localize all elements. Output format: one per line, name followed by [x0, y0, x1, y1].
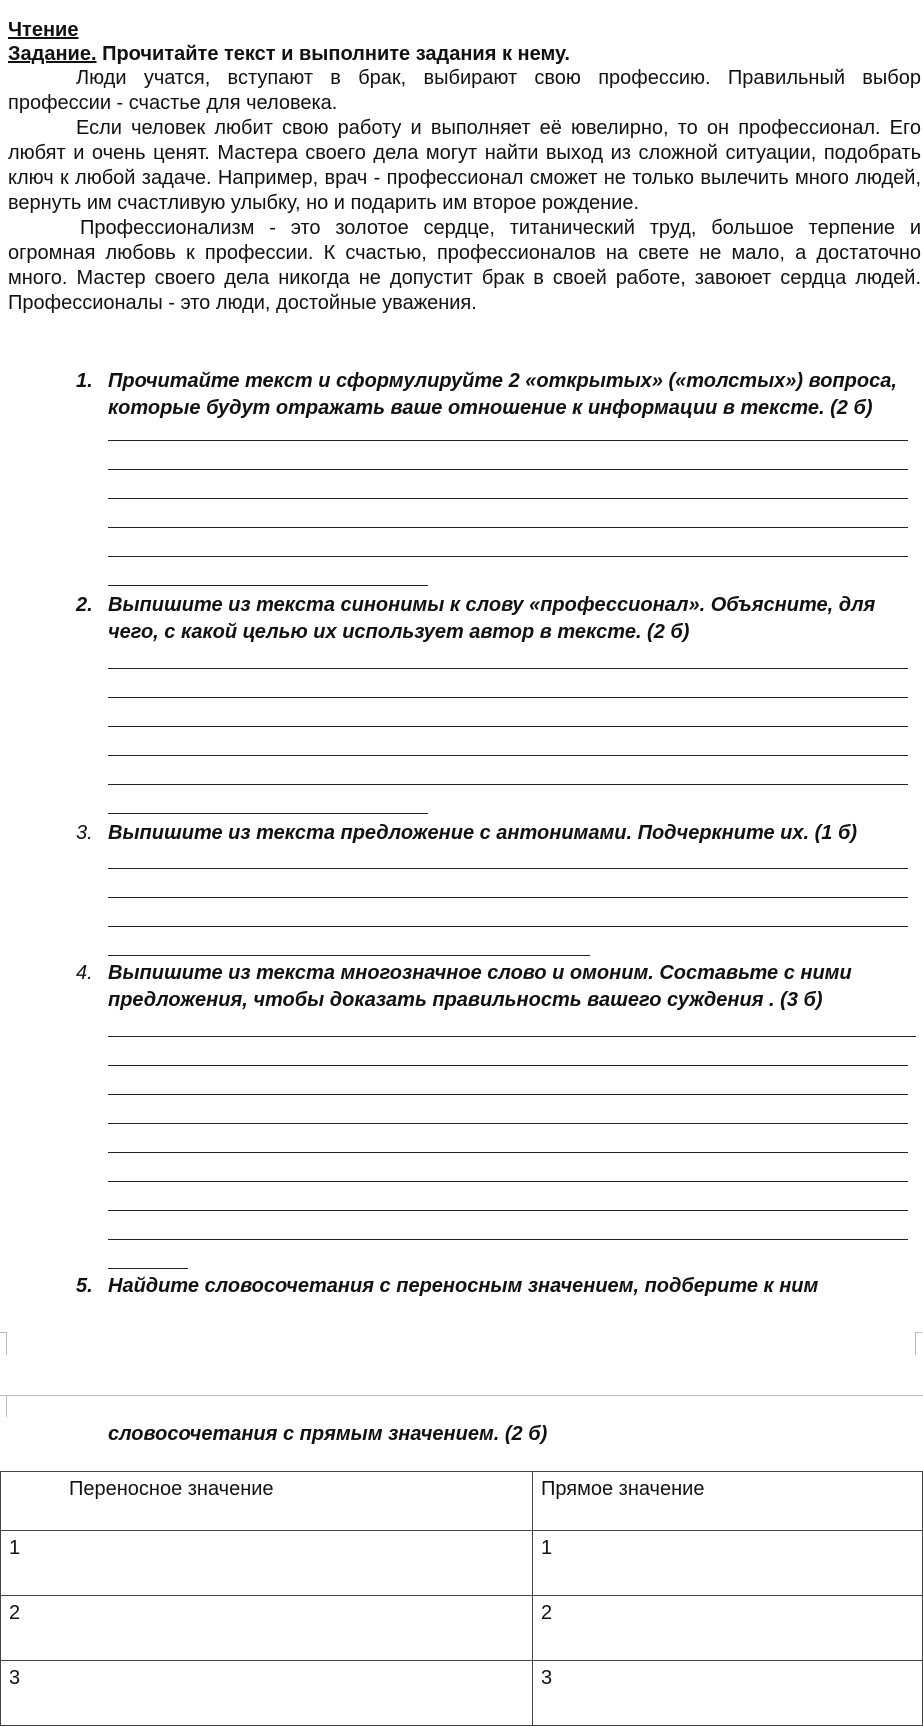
question-text: Выпишите из текста многозначное слово и омоним. Составьте с ними предложения, чтобы доказать правильность вашего суждения . (3 б) — [108, 962, 852, 1011]
answer-line[interactable] — [108, 440, 908, 441]
reading-text — [8, 66, 921, 316]
table-row — [1, 1596, 923, 1661]
answer-table — [0, 1471, 923, 1726]
answer-line[interactable] — [108, 813, 428, 814]
table-cell[interactable]: 3 — [533, 1661, 923, 1726]
answer-line[interactable] — [108, 755, 908, 756]
task-text: Прочитайте текст и выполните задания к нему. — [102, 43, 570, 65]
table-header-row — [1, 1472, 923, 1531]
paragraph: Если человек любит свою работу и выполняет её ювелирно, то он профессионал. Его любят и очень ценят. Мастера своего дела могут найти выход из сложной ситуации, подобрать ключ к любой задаче. Например, врач - профессионал сможет не только вылечить много людей, вернуть им счастливую улыбку, но и подарить им второе рождение. — [8, 117, 921, 214]
task-label: Задание. — [8, 43, 97, 65]
table-cell[interactable]: 2 — [533, 1596, 923, 1661]
question-5 — [76, 1273, 916, 1300]
question-2 — [76, 592, 916, 646]
page-break-line — [0, 1395, 923, 1396]
question-text: Прочитайте текст и сформулируйте 2 «открытых» («толстых») вопроса, которые будут отражать ваше отношение к информации в тексте. (2 б) — [108, 370, 897, 419]
section-heading: Чтение — [8, 19, 79, 41]
question-5-continuation: словосочетания с прямым значением. (2 б) — [108, 1423, 548, 1445]
page-corner-mark — [0, 1395, 7, 1417]
table-header-cell: Переносное значение — [1, 1472, 533, 1531]
table-row — [1, 1661, 923, 1726]
answer-line[interactable] — [108, 556, 908, 557]
answer-line[interactable] — [108, 668, 908, 669]
answer-line[interactable] — [108, 1036, 916, 1037]
answer-line[interactable] — [108, 1181, 908, 1182]
question-number: 2. — [76, 594, 93, 616]
paragraph: Люди учатся, вступают в брак, выбирают свою профессию. Правильный выбор профессии - счастье для человека. — [8, 67, 921, 114]
question-text: Выпишите из текста синонимы к слову «профессионал». Объясните, для чего, с какой целью их использует автор в тексте. (2 б) — [108, 594, 876, 643]
answer-line[interactable] — [108, 1094, 908, 1095]
question-number: 4. — [76, 962, 93, 984]
table-cell[interactable]: 1 — [533, 1531, 923, 1596]
answer-line[interactable] — [108, 868, 908, 869]
answer-line[interactable] — [108, 955, 590, 956]
answer-line[interactable] — [108, 1152, 908, 1153]
answer-line[interactable] — [108, 897, 908, 898]
page-corner-mark — [0, 1332, 7, 1355]
page-corner-mark — [915, 1332, 922, 1355]
question-text: Найдите словосочетания с переносным значением, подберите к ним — [108, 1275, 819, 1297]
answer-line[interactable] — [108, 527, 908, 528]
question-number: 3. — [76, 822, 93, 844]
question-text: Выпишите из текста предложение с антонимами. Подчеркните их. (1 б) — [108, 822, 858, 844]
answer-line[interactable] — [108, 1065, 908, 1066]
question-3 — [76, 820, 916, 847]
table-cell[interactable]: 3 — [1, 1661, 533, 1726]
answer-line[interactable] — [108, 498, 908, 499]
answer-line[interactable] — [108, 1268, 188, 1269]
table-cell[interactable]: 2 — [1, 1596, 533, 1661]
answer-line[interactable] — [108, 1239, 908, 1240]
answer-line[interactable] — [108, 1210, 908, 1211]
question-1 — [76, 368, 916, 422]
answer-line[interactable] — [108, 926, 908, 927]
table-cell[interactable]: 1 — [1, 1531, 533, 1596]
paragraph: Профессионализм - это золотое сердце, титанический труд, большое терпение и огромная любовь к профессии. К счастью, профессионалов на свете не мало, а достаточно много. Мастер своего дела никогда не допустит брак в своей работе, завоюет сердца людей. Профессионалы - это люди, достойные уважения. — [8, 217, 921, 314]
answer-line[interactable] — [108, 697, 908, 698]
question-4 — [76, 960, 916, 1014]
answer-line[interactable] — [108, 585, 428, 586]
table-header-cell: Прямое значение — [533, 1472, 923, 1531]
answer-line[interactable] — [108, 726, 908, 727]
question-number: 5. — [76, 1275, 93, 1297]
answer-line[interactable] — [108, 1123, 908, 1124]
answer-line[interactable] — [108, 469, 908, 470]
answer-line[interactable] — [108, 784, 908, 785]
table-row — [1, 1531, 923, 1596]
question-number: 1. — [76, 370, 93, 392]
task-line — [8, 42, 570, 66]
